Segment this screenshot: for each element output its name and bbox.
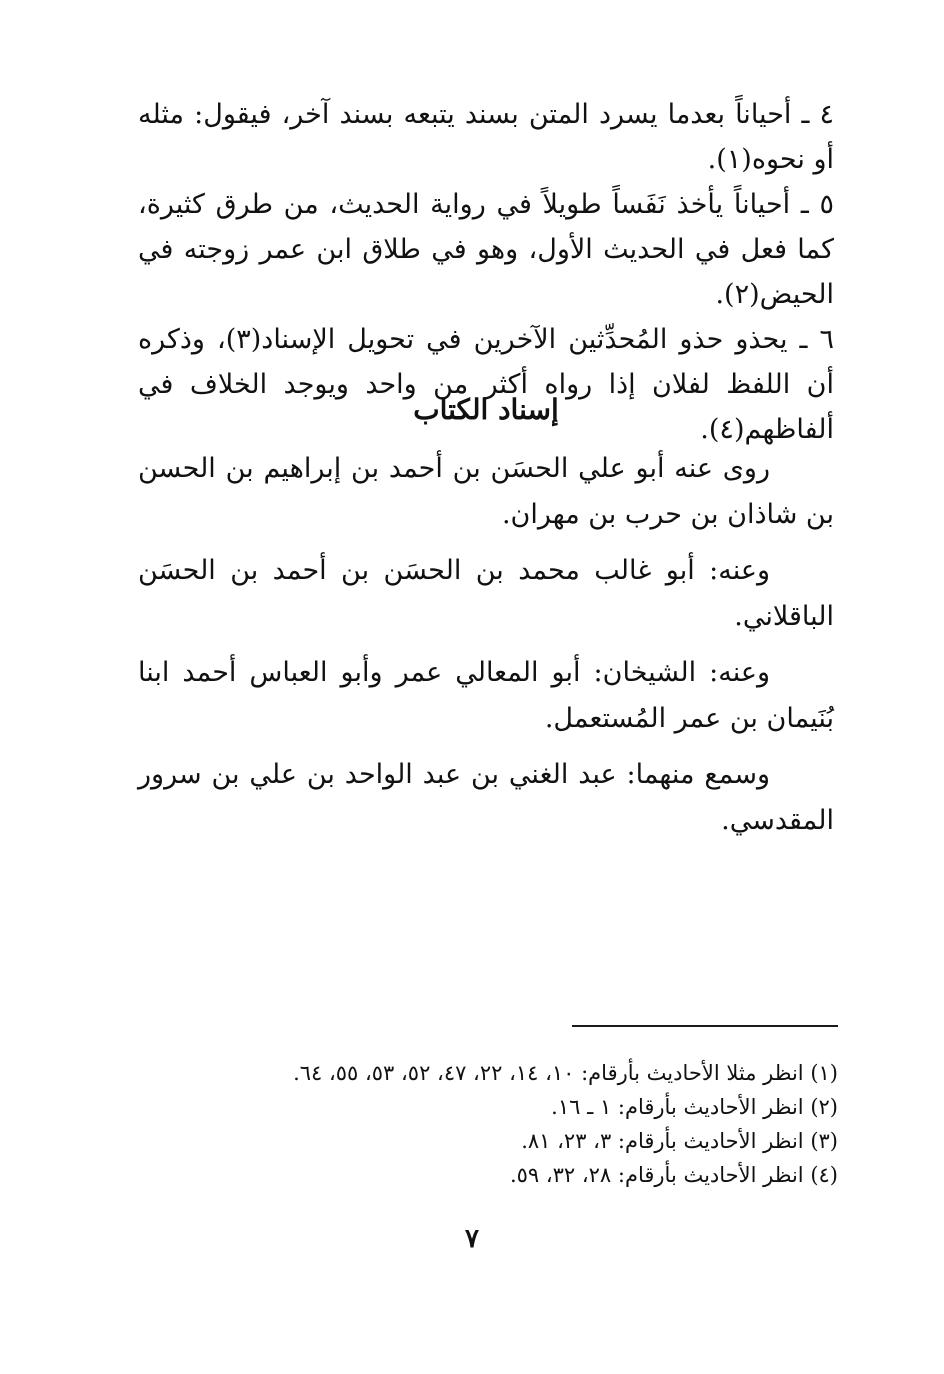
footnote: (٢) انظر الأحاديث بأرقام: ١ ـ ١٦. <box>551 1095 838 1119</box>
footnotes <box>138 1056 838 1192</box>
chain-paragraph: وعنه: الشيخان: أبو المعالي عمر وأبو العباس أحمد ابنا بُنَيمان بن عمر المُستعمل. <box>138 657 834 734</box>
footnote: (٣) انظر الأحاديث بأرقام: ٣، ٢٣، ٨١. <box>521 1129 838 1153</box>
chain-paragraph: وسمع منهما: عبد الغني بن عبد الواحد بن علي بن سرور المقدسي. <box>138 759 834 836</box>
section-heading: إسناد الكتاب <box>413 393 559 426</box>
chain-paragraph: روى عنه أبو علي الحسَن بن أحمد بن إبراهيم بن الحسن بن شاذان بن حرب بن مهران. <box>138 453 834 530</box>
footnote: (١) انظر مثلا الأحاديث بأرقام: ١٠، ١٤، ٢٢، ٤٧، ٥٢، ٥٣، ٥٥، ٦٤. <box>293 1061 838 1085</box>
footnote: (٤) انظر الأحاديث بأرقام: ٢٨، ٣٢، ٥٩. <box>509 1163 838 1187</box>
chain-paragraph: وعنه: أبو غالب محمد بن الحسَن بن أحمد بن الحسَن الباقلاني. <box>138 555 834 632</box>
isnad-chain <box>138 446 834 854</box>
list-item: ٥ ـ أحياناً يأخذ نَفَساً طويلاً في رواية الحديث، من طرق كثيرة، كما فعل في الحديث الأول، وهو في طلاق ابن عمر زوجته في الحيض(٢). <box>138 189 834 310</box>
page-number: ٧ <box>465 1224 479 1254</box>
list-item: ٤ ـ أحياناً بعدما يسرد المتن بسند يتبعه بسند آخر، فيقول: مثله أو نحوه(١). <box>138 99 834 175</box>
list-item: ٦ ـ يحذو حذو المُحدِّثين الآخرين في تحويل الإسناد(٣)، وذكره أن اللفظ لفلان إذا رواه أكثر من واحد ويوجد الخلاف في ألفاظهم(٤). <box>138 324 834 445</box>
footnote-divider <box>572 1025 838 1027</box>
